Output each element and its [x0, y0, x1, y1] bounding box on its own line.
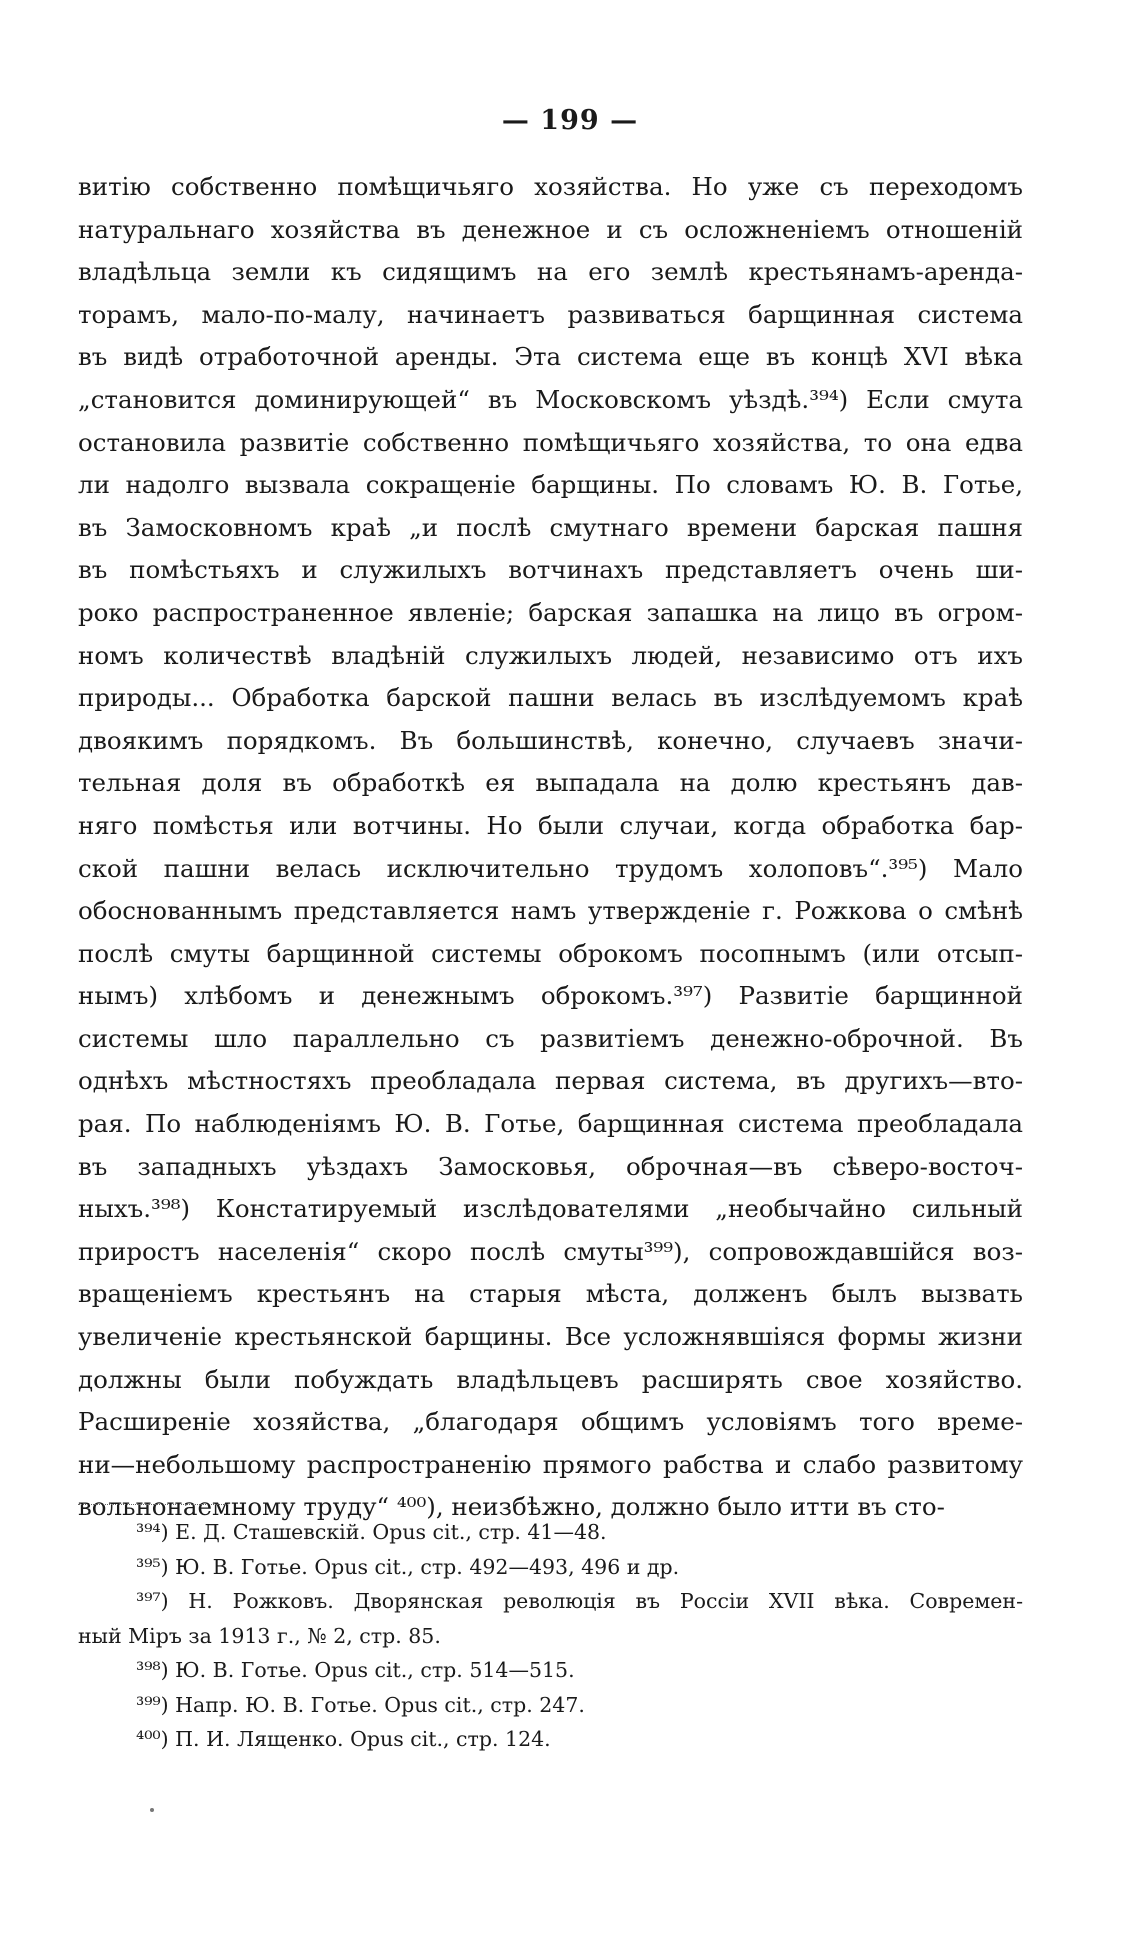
- text-line: ни—небольшому распространенію прямого рабства и слабо развитому: [78, 1449, 1023, 1479]
- text-line: нымъ) хлѣбомъ и денежнымъ оброкомъ.³⁹⁷) Развитіе барщинной: [78, 981, 1023, 1011]
- footnotes: [78, 1515, 1023, 1757]
- footnote-395: ³⁹⁵) Ю. В. Готье. Opus cit., стр. 492—493, 496 и др.: [136, 1554, 680, 1579]
- text-line: должны были побуждать владѣльцевъ расширять свое хозяйство.: [78, 1364, 1023, 1394]
- text-line: двоякимъ порядкомъ. Въ большинствѣ, конечно, случаевъ значи-: [78, 725, 1023, 755]
- text-line: системы шло параллельно съ развитіемъ денежно-оброчной. Въ: [78, 1023, 1023, 1053]
- text-line: обоснованнымъ представляется намъ утвержденіе г. Рожкова о смѣнѣ: [78, 896, 1023, 926]
- text-line: торамъ, мало-по-малу, начинаетъ развиваться барщинная система: [78, 299, 1023, 329]
- text-line: вращеніемъ крестьянъ на старыя мѣста, долженъ былъ вызвать: [78, 1279, 1023, 1309]
- text-line: въ видѣ отработочной аренды. Эта система еще въ концѣ XVI вѣка: [78, 342, 1023, 372]
- text-line: няго помѣстья или вотчины. Но были случаи, когда обработка бар-: [78, 810, 1023, 840]
- footnote-400: ⁴⁰⁰) П. И. Лященко. Opus cit., стр. 124.: [136, 1727, 551, 1751]
- text-line: приростъ населенія“ скоро послѣ смуты³⁹⁹), сопровождавшійся воз-: [78, 1236, 1023, 1266]
- text-line: роко распространенное явленіе; барская запашка на лицо въ огром-: [78, 597, 1023, 627]
- text-line: въ Замосковномъ краѣ „и послѣ смутнаго времени барская пашня: [78, 512, 1023, 542]
- text-line: однѣхъ мѣстностяхъ преобладала первая система, въ другихъ—вто-: [78, 1066, 1023, 1096]
- text-line: увеличеніе крестьянской барщины. Все усложнявшіяся формы жизни: [78, 1322, 1023, 1352]
- text-line: номъ количествѣ владѣній служилыхъ людей, независимо отъ ихъ: [78, 640, 1023, 670]
- text-line: „становится доминирующей“ въ Московскомъ уѣздѣ.³⁹⁴) Если смута: [78, 384, 1023, 414]
- text-line: ныхъ.³⁹⁸) Констатируемый изслѣдователями „необычайно сильный: [78, 1194, 1023, 1224]
- text-line: рая. По наблюденіямъ Ю. В. Готье, барщинная система преобладала: [78, 1109, 1023, 1139]
- footnote-399: ³⁹⁹) Напр. Ю. В. Готье. Opus cit., стр. 247.: [136, 1692, 585, 1717]
- text-line: въ западныхъ уѣздахъ Замосковья, оброчная—въ сѣверо-восточ-: [78, 1151, 1023, 1181]
- text-line: послѣ смуты барщинной системы оброкомъ посопнымъ (или отсып-: [78, 938, 1023, 968]
- footnote-divider: [78, 1504, 228, 1505]
- text-line: въ помѣстьяхъ и служилыхъ вотчинахъ представляетъ очень ши-: [78, 555, 1023, 585]
- scan-speck: [150, 1808, 154, 1812]
- text-line: ли надолго вызвала сокращеніе барщины. По словамъ Ю. В. Готье,: [78, 470, 1023, 500]
- footnote-397: ³⁹⁷) Н. Рожковъ. Дворянская революція въ Россіи XVII вѣка. Современ-: [136, 1589, 1023, 1613]
- text-line: витію собственно помѣщичьяго хозяйства. Но уже съ переходомъ: [78, 172, 1023, 201]
- footnote-397-continued: ный Міръ за 1913 г., № 2, стр. 85.: [78, 1623, 441, 1648]
- text-line: ской пашни велась исключительно трудомъ холоповъ“.³⁹⁵) Мало: [78, 853, 1023, 883]
- text-line: Расширеніе хозяйства, „благодаря общимъ условіямъ того време-: [78, 1407, 1023, 1437]
- footnote-398: ³⁹⁸) Ю. В. Готье. Opus cit., стр. 514—515.: [136, 1658, 575, 1682]
- text-line: природы... Обработка барской пашни велась въ изслѣдуемомъ краѣ: [78, 683, 1023, 713]
- page-number: — 199 —: [501, 105, 639, 136]
- text-line: вольнонаемному труду“ ⁴⁰⁰), неизбѣжно, должно было итти въ сто-: [78, 1492, 945, 1522]
- text-line: натуральнаго хозяйства въ денежное и съ осложненіемъ отношеній: [78, 214, 1023, 244]
- footnote-394: ³⁹⁴) Е. Д. Сташевскій. Opus cit., стр. 41—48.: [136, 1520, 607, 1544]
- text-line: владѣльца земли къ сидящимъ на его землѣ крестьянамъ-аренда-: [78, 257, 1023, 287]
- body-text: [78, 166, 1023, 1529]
- text-line: тельная доля въ обработкѣ ея выпадала на долю крестьянъ дав-: [78, 768, 1023, 798]
- text-line: остановила развитіе собственно помѣщичьяго хозяйства, то она едва: [78, 427, 1023, 457]
